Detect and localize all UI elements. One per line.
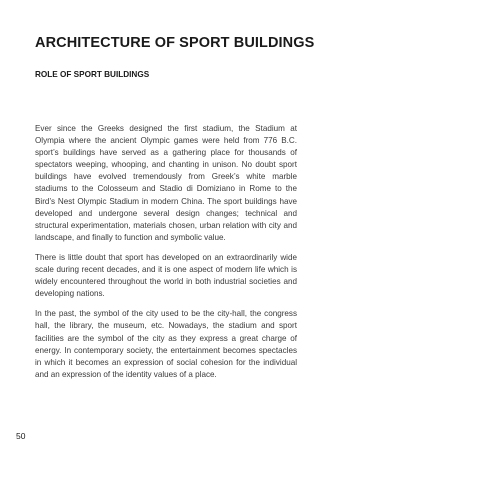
- page-title: ARCHITECTURE OF SPORT BUILDINGS: [35, 35, 315, 51]
- paragraph: In the past, the symbol of the city used to be the city-hall, the congress hall, the library, the museum, etc. Nowadays, the stadium and sport facilities are the symbol of the city as they express a great charge of energy. In contemporary society, the entertainment becomes spectacles in which it becomes an expression of social cohesion for the individual and an expression of the identity values of a place.: [35, 309, 297, 379]
- body-text: [35, 123, 297, 389]
- page-number: 50: [16, 431, 26, 441]
- paragraph: There is little doubt that sport has developed on an extraordinarily wide scale during recent decades, and it is one aspect of modern life which is widely encountered throughout the world in both industrial societies and developing nations.: [35, 252, 297, 299]
- section-subtitle: ROLE OF SPORT BUILDINGS: [35, 70, 150, 79]
- paragraph: Ever since the Greeks designed the first stadium, the Stadium at Olympia where the ancient Olympic games were held from 776 B.C. sport’s buildings have served as a gathering place for thousands of spectators weeping, whooping, and chanting in unison. No doubt sport buildings have evolved tremendously from Greek’s white marble stadiums to the Colosseum and Stadio di Domiziano in Rome to the Bird’s Nest Olympic Stadium in modern China. The sport buildings have developed and undergone several design changes; technical and structural experimentation, materials chosen, urban relation with city and landscape, and finally to function and symbolic value.: [35, 124, 297, 242]
